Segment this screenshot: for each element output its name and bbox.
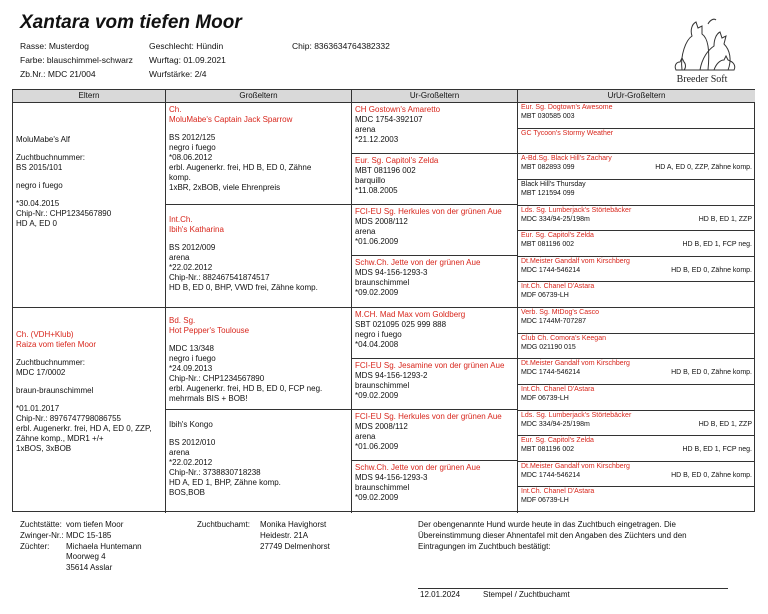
kennel-no-label: Zwinger-Nr.: [20,530,64,540]
grandparent-dob: *24.09.2013 [169,364,213,373]
great-great-grandparent [518,359,755,385]
ggp-color: arena [355,432,376,441]
footer-breeder-info [66,520,142,574]
mother-dob: *01.01.2017 [16,404,60,413]
ggp-zb: MDS 94-156-1293-3 [355,473,428,482]
ggp-zb: MBT 081196 002 [355,166,416,175]
grandparent-color: negro i fuego [169,354,216,363]
gggp-details [521,164,752,173]
father-chip: Chip-Nr.: CHP1234567890 [16,209,112,218]
animals-logo-icon [652,10,752,74]
sex-label: Geschlecht: Hündin [149,41,224,51]
breeder-label: Züchter: [20,541,50,551]
confirmation-statement [418,520,687,552]
ggp-color: braunschimmel [355,278,410,287]
gggp-name: Lds. Sg. Lumberjack's Störtebäcker [521,412,632,419]
mother-name: Raiza vom tiefen Moor [16,340,97,349]
great-grandparent-8 [352,461,518,513]
ggp-name: FCI-EU Sg. Jesamine von der grünen Aue [355,361,505,370]
mother-title: Ch. (VDH+Klub) [16,330,74,339]
office-name: Monika Havighorst [260,520,327,529]
father-color: negro i fuego [16,181,63,190]
breeder-city: 35614 Asslar [66,563,113,573]
grandparent-health: erbl. Augenerkr. frei, HD B, ED 0, FCP neg. [169,384,323,393]
gggp-name: Eur. Sg. Capitol's Zelda [521,437,594,444]
issue-date: 12.01.2024 [420,590,461,599]
great-great-grandparent [518,103,755,129]
gggp-name: Dt.Meister Gandalf vom Kirschberg [521,463,630,470]
ggp-dob: *09.02.2009 [355,288,399,297]
chip-number: Chip: 8363634764382332 [292,41,390,51]
great-great-grandparent [518,180,755,206]
gggp-zb: MDC 334/94-25/198m [521,215,590,223]
ggp-dob: *01.06.2009 [355,237,399,246]
ggp-dob: *09.02.2009 [355,493,399,502]
grandparent-name: MoluMabe's Captain Jack Sparrow [169,115,293,124]
gggp-zb: MBT 082893 099 [521,163,575,171]
gggp-name: Lds. Sg. Lumberjack's Störtebäcker [521,207,632,214]
ggp-color: negro i fuego [355,330,402,339]
grandparent-name: Hot Pepper's Toulouse [169,326,250,335]
grandparent-zb: BS 2012/009 [169,243,216,252]
great-great-grandparent [518,257,755,282]
mother-color: braun-braunschimmel [16,386,94,395]
kennel-name: vom tiefen Moor [66,520,124,529]
gggp-zb: MDC 1744M-707287 [521,317,586,325]
great-grandparent-2 [352,154,518,205]
studbook-office-label: Zuchtbuchamt: [197,520,250,529]
dog-title: Xantara vom tiefen Moor [20,12,242,33]
ggp-zb: MDS 2008/112 [355,217,408,226]
gggp-details [521,395,752,404]
grandparent-name: Ibih's Kongo [169,420,213,429]
great-grandparent-6 [352,359,518,410]
mother-zb-label: Zuchtbuchnummer: [16,358,85,367]
ggp-name: FCI-EU Sg. Herkules von der grünen Aue [355,207,502,216]
mother-titles: 1xBOS, 3xBOB [16,444,72,453]
grandparent-dob: *22.02.2012 [169,263,213,272]
grandparent-zb: BS 2012/125 [169,133,216,142]
ggp-dob: *04.04.2008 [355,340,399,349]
great-great-grandparent [518,334,755,359]
grandparent-health: erbl. Augenerkr. frei, HD B, ED 0, Zähne [169,163,312,172]
great-great-grandparent [518,487,755,513]
statement-line: Übereinstimmung dieser Ahnentafel mit den Angaben des Züchters und den [418,530,687,540]
grandparent-zb: MDC 13/348 [169,344,214,353]
gggp-name: Verb. Sg. MtDog's Casco [521,309,599,316]
great-great-grandparent [518,282,755,308]
gggp-details [521,190,752,199]
whelp-date: Wurftag: 01.09.2021 [149,55,226,65]
ggp-name: M.CH. Mad Max vom Goldberg [355,310,466,319]
gggp-health: HD A, ED 0, ZZP, Zähne komp. [655,163,752,171]
grandparent-chip: Chip-Nr.: CHP1234567890 [169,374,265,383]
ggp-name: FCI-EU Sg. Herkules von der grünen Aue [355,412,502,421]
great-great-grandparent [518,231,755,257]
ggp-name: Schw.Ch. Jette von der grünen Aue [355,258,481,267]
statement-line: Eintragungen im Zuchtbuch bestätigt: [418,541,551,551]
father-zb: BS 2015/101 [16,163,63,172]
grandparent-4 [166,410,352,513]
grandparent-name: Ibih's Katharina [169,225,224,234]
gggp-zb: MDC 1744-546214 [521,266,581,274]
litter-size: Wurfstärke: 2/4 [149,69,207,79]
grandparent-title: Ch. [169,105,182,114]
grandparent-titles: mehrmals BIS + BOB! [169,394,248,403]
ggp-zb: MDS 2008/112 [355,422,408,431]
gggp-zb: MBT 081196 002 [521,240,575,248]
gggp-name: Eur. Sg. Dogtown's Awesome [521,104,613,111]
gggp-details [521,241,752,250]
gggp-details [521,267,752,276]
parent-mother [13,308,166,513]
breed-label: Rasse: Musterdog [20,41,89,51]
ggp-color: arena [355,125,376,134]
great-great-grandparent [518,436,755,462]
gggp-zb: MDF 06739-LH [521,496,569,504]
ggp-color: arena [355,227,376,236]
grandparent-titles: 1xBR, 2xBOB, viele Ehrenpreis [169,183,281,192]
ggp-dob: *09.02.2009 [355,391,399,400]
gggp-health: HD B, ED 1, ZZP [698,420,752,428]
grandparent-dob: *08.06.2012 [169,153,213,162]
signature-line [418,588,728,589]
gggp-zb: MDC 1744-546214 [521,471,581,479]
gggp-name: Black Hill's Thursday [521,181,586,188]
studbook-office-info [260,520,330,552]
great-great-grandparent [518,206,755,231]
ggp-dob: *11.08.2005 [355,186,398,195]
father-zb-label: Zuchtbuchnummer: [16,153,85,162]
grandparent-title: Int.Ch. [169,215,193,224]
gggp-name: Dt.Meister Gandalf vom Kirschberg [521,360,630,367]
col-header-parents: Eltern [13,90,166,103]
mother-zb: MDC 17/0002 [16,368,66,377]
ggp-zb: MDC 1754-392107 [355,115,423,124]
gggp-name: A-Bd.Sg. Black Hill's Zachary [521,155,612,162]
gggp-zb: MBT 121594 099 [521,189,575,197]
ggp-color: barquillo [355,176,386,185]
grandparent-zb: BS 2012/010 [169,438,216,447]
gggp-name: Int.Ch. Chanel D'Astara [521,386,595,393]
gggp-zb: MDC 1744-546214 [521,368,581,376]
parent-father [13,103,166,308]
great-great-grandparent [518,129,755,154]
grandparent-3 [166,308,352,410]
great-grandparent-7 [352,410,518,461]
great-great-grandparent [518,462,755,487]
gggp-health: HD B, ED 1, FCP neg. [682,240,752,248]
ggp-color: braunschimmel [355,483,410,492]
gggp-name: Int.Ch. Chanel D'Astara [521,488,595,495]
father-dob: *30.04.2015 [16,199,60,208]
gggp-details [521,113,752,122]
breeder-soft-logo [652,10,752,86]
great-grandparent-1 [352,103,518,154]
gggp-name: Int.Ch. Chanel D'Astara [521,283,595,290]
ggp-name: Eur. Sg. Capitol's Zelda [355,156,439,165]
great-great-grandparent [518,385,755,411]
gggp-name: Eur. Sg. Capitol's Zelda [521,232,594,239]
ggp-zb: SBT 021095 025 999 888 [355,320,447,329]
gggp-details [521,344,752,353]
gggp-details [521,216,752,225]
col-header-grandparents: Großeltern [166,90,352,103]
gggp-health: HD B, ED 1, FCP neg. [682,445,752,453]
ggp-dob: *21.12.2003 [355,135,399,144]
col-header-great-grandparents: Ur-Großeltern [352,90,518,103]
gggp-zb: MBT 030585 003 [521,112,575,120]
gggp-details [521,446,752,455]
gggp-zb: MBT 081196 002 [521,445,575,453]
gggp-health: HD B, ED 0, Zähne komp. [671,368,752,376]
father-health: HD A, ED 0 [16,219,57,228]
stamp-label: Stempel / Zuchtbuchamt [483,590,570,599]
gggp-health: HD B, ED 0, Zähne komp. [671,471,752,479]
gggp-name: Dt.Meister Gandalf vom Kirschberg [521,258,630,265]
mother-health-cont: Zähne komp., MDR1 +/+ [16,434,104,443]
logo-text: Breeder Soft [676,73,728,85]
gggp-details [521,472,752,481]
grandparent-1 [166,103,352,205]
grandparent-color: arena [169,253,190,262]
breeder-street: Moorweg 4 [66,552,106,562]
grandparent-health: HD A, ED 1, BHP, Zähne komp. [169,478,281,487]
ggp-name: Schw.Ch. Jette von der grünen Aue [355,463,481,472]
breeder-name: Michaela Huntemann [66,541,142,551]
gggp-zb: MDF 06739-LH [521,291,569,299]
kennel-label: Zuchtstätte: [20,520,62,529]
mother-chip: Chip-Nr.: 8976747798086755 [16,414,121,423]
gggp-health: HD B, ED 0, Zähne komp. [671,266,752,274]
ggp-zb: MDS 94-156-1293-3 [355,268,428,277]
ggp-name: CH Gostown's Amaretto [355,105,441,114]
grandparent-color: arena [169,448,190,457]
gggp-health: HD B, ED 1, ZZP [698,215,752,223]
gggp-details [521,292,752,301]
gggp-zb: MDF 06739-LH [521,394,569,402]
grandparent-2 [166,205,352,308]
gggp-zb: MDC 334/94-25/198m [521,420,590,428]
great-great-grandparent [518,411,755,436]
office-street: Heidestr. 21A [260,530,309,540]
great-grandparent-3 [352,205,518,256]
grandparent-title: Bd. Sg. [169,316,196,325]
grandparent-color: negro i fuego [169,143,216,152]
color-label: Farbe: blauschimmel-schwarz [20,55,133,65]
gggp-details [521,497,752,506]
gggp-zb: MDG 021190 015 [521,343,576,351]
ggp-zb: MDS 94-156-1293-2 [355,371,428,380]
mother-health: erbl. Augenerkr. frei, HD A, ED 0, ZZP, [16,424,152,433]
gggp-name: Club Ch. Comora's Keegan [521,335,606,342]
ggp-dob: *01.06.2009 [355,442,399,451]
office-city: 27749 Delmenhorst [260,541,330,551]
grandparent-titles: BOS,BOB [169,488,206,497]
col-header-great-great-grandparents: UrUr-Großeltern [518,90,755,103]
ggp-color: braunschimmel [355,381,410,390]
gggp-details [521,369,752,378]
studbook-number: Zb.Nr.: MDC 21/004 [20,69,96,79]
grandparent-chip: Chip-Nr.: 882467541874517 [169,273,270,282]
grandparent-dob: *22.02.2012 [169,458,213,467]
great-grandparent-5 [352,308,518,359]
great-grandparent-4 [352,256,518,308]
great-great-grandparent [518,154,755,180]
grandparent-health: HD B, ED 0, BHP, VWD frei, Zähne komp. [169,283,318,292]
great-great-grandparent [518,308,755,334]
kennel-number: MDC 15-185 [66,530,112,540]
father-name: MoluMabe's Alf [16,135,70,144]
gggp-details [521,421,752,430]
pedigree-table [12,89,755,512]
grandparent-health-cont: komp. [169,173,191,182]
gggp-details [521,318,752,327]
gggp-name: GC Tycoon's Stormy Weather [521,130,614,137]
grandparent-chip: Chip-Nr.: 3738830718238 [169,468,261,477]
statement-line: Der obengenannte Hund wurde heute in das Zuchtbuch eingetragen. Die [418,520,676,529]
